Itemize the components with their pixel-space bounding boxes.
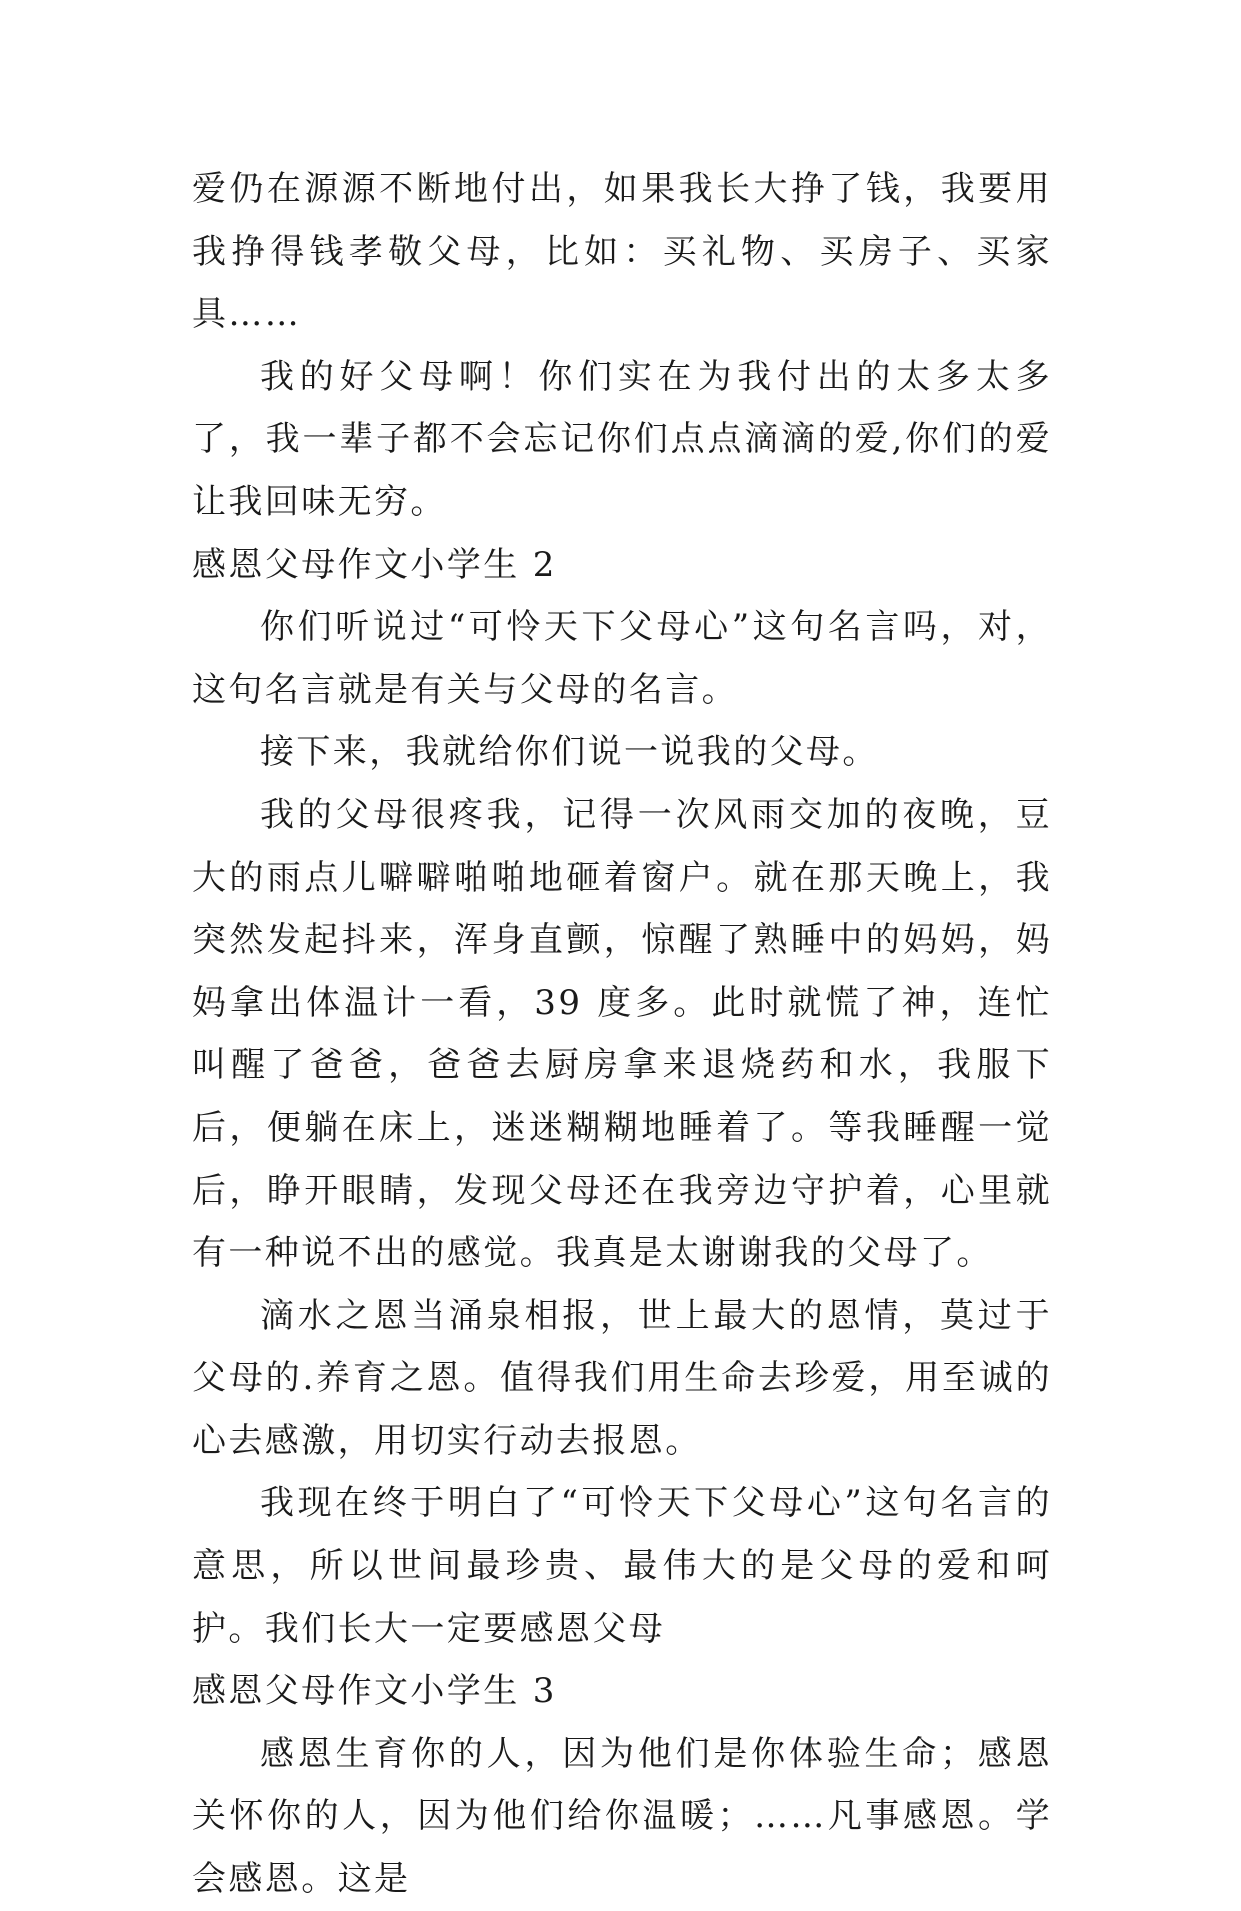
paragraph: 你们听说过“可怜天下父母心”这句名言吗，对，这句名言就是有关与父母的名言。: [192, 607, 1052, 710]
paragraph: 我的好父母啊！你们实在为我付出的太多太多了，我一辈子都不会忘记你们点点滴滴的爱,你们的爱让我回味无穷。: [192, 356, 1052, 522]
section-heading: 感恩父母作文小学生 3: [192, 1671, 557, 1712]
paragraph: 我现在终于明白了“可怜天下父母心”这句名言的意思，所以世间最珍贵、最伟大的是父母的爱和呵护。我们长大一定要感恩父母: [192, 1483, 1052, 1649]
document-body: [192, 158, 1052, 1911]
paragraph: 感恩生育你的人，因为他们是你体验生命；感恩关怀你的人，因为他们给你温暖；……凡事感恩。学会感恩。这是: [192, 1733, 1052, 1900]
paragraph: 我的父母很疼我，记得一次风雨交加的夜晚，豆大的雨点儿噼噼啪啪地砸着窗户。就在那天晚上，我突然发起抖来，浑身直颤，惊醒了熟睡中的妈妈，妈妈拿出体温计一看，39 度多。此时就慌了神，连忙叫醒了爸爸，爸爸去厨房拿来退烧药和水，我服下后，便躺在床上，迷迷糊糊地睡着了。等我睡醒一觉后，睁开眼睛，发现父母还在我旁边守护着，心里就有一种说不出的感觉。我真是太谢谢我的父母了。: [192, 794, 1052, 1274]
paragraph-continued: 爱仍在源源不断地付出，如果我长大挣了钱，我要用我挣得钱孝敬父母，比如：买礼物、买房子、买家具……: [192, 169, 1052, 335]
paragraph: 接下来，我就给你们说一说我的父母。: [260, 732, 879, 773]
section-heading: 感恩父母作文小学生 2: [192, 544, 557, 585]
paragraph: 滴水之恩当涌泉相报，世上最大的恩情，莫过于父母的.养育之恩。值得我们用生命去珍爱，用至诚的心去感激，用切实行动去报恩。: [192, 1295, 1052, 1461]
